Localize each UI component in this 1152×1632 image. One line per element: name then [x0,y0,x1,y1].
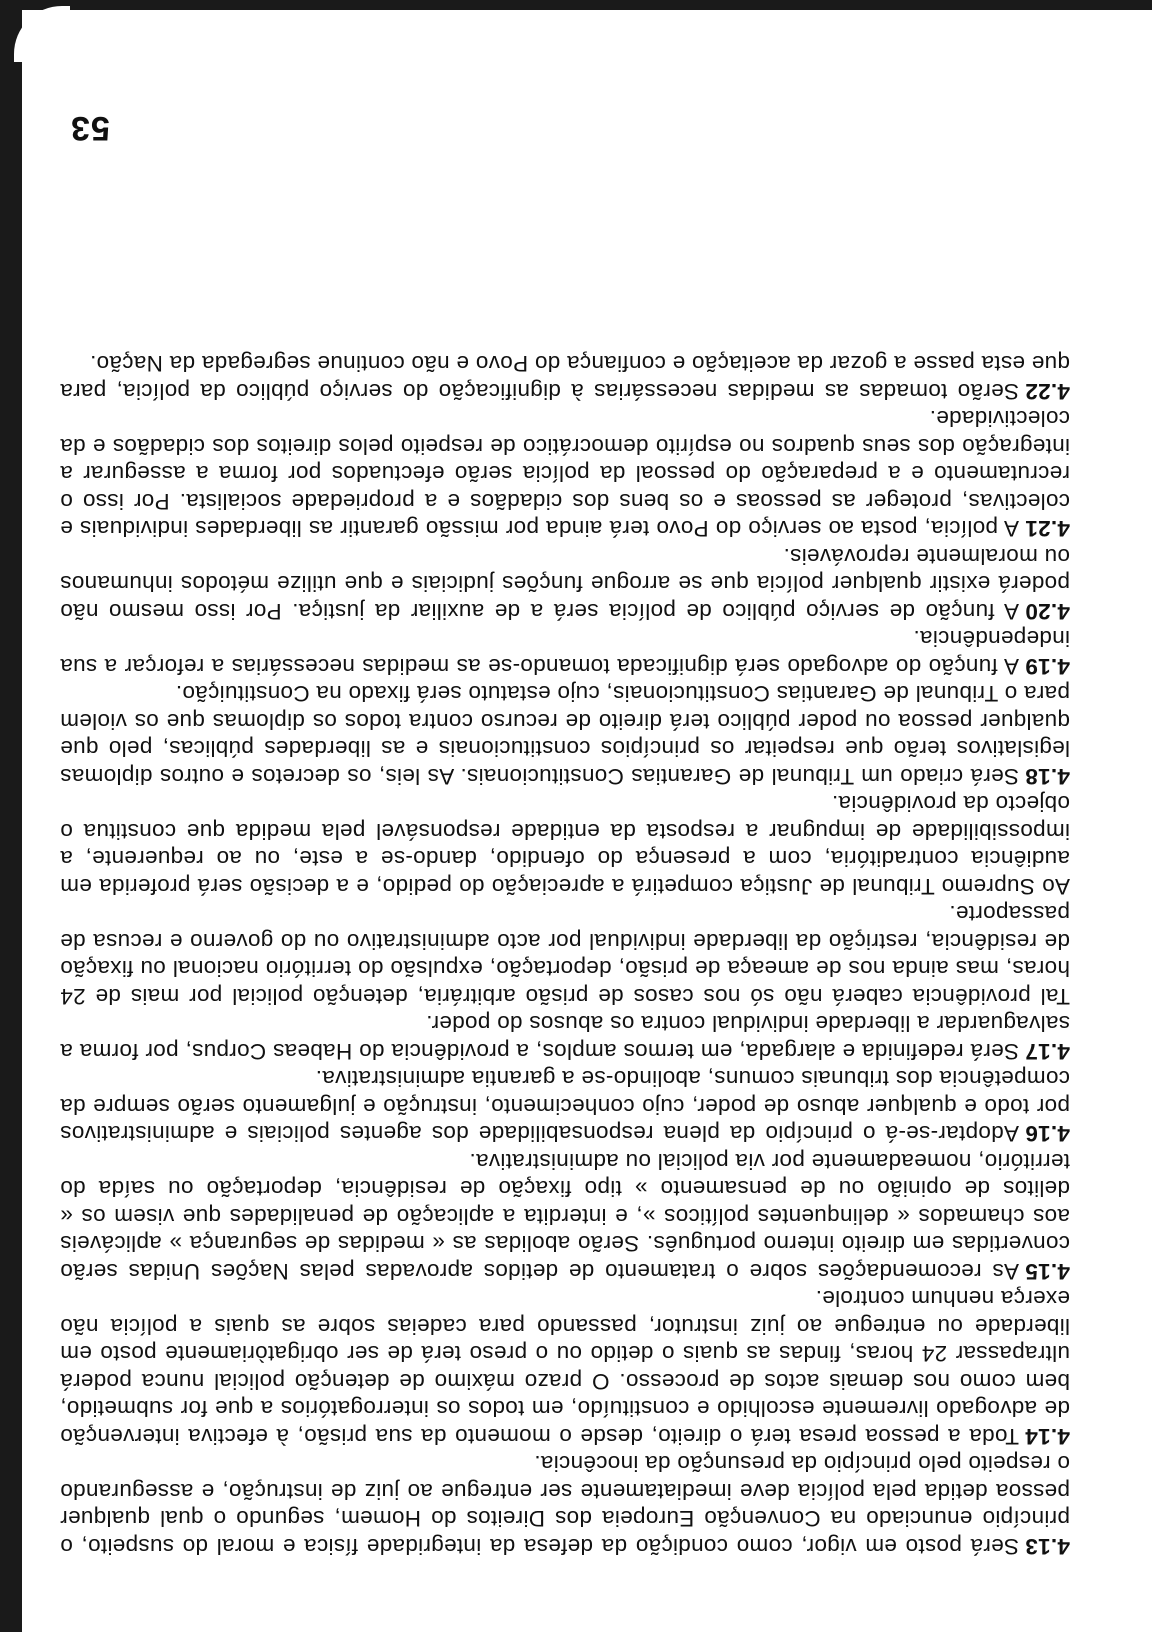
paragraph-text: Serão tomadas as medidas necessárias à dignificação do serviço público da polícia, para que esta passe a gozar da aceitação e confiança do Povo e não continue segregada da Nação. [60,351,1070,404]
paragraph-4-17-cont-2 [60,790,1070,900]
paragraph-text: A polícia, posta ao serviço do Povo terá ainda por missão garantir as liberdades individuais e colectivas, proteger as pessoas e os bens dos cidadãos e a propriedade socialista. Por isso o recrutamento e a preparação do pessoal da polícia serão efectuados por forma a assegurar a integração dos seus quadros no espírito democrático de respeito pelos direitos dos cidadãos e da colectividade. [60,406,1070,542]
paragraph-number: 4.14 [1025,1424,1070,1449]
paragraph-4-20 [60,543,1070,626]
paragraph-text: Adoptar-se-á o princípio da plena responsabilidade dos agentes policiais e administrativos por todo e qualquer abuso de poder, cujo conhecimento, instrução e julgamento serão sempre da competência dos tribunais comuns, abolindo-se a garantia administrativa. [60,1066,1070,1147]
paragraph-number: 4.22 [1025,379,1070,404]
paragraph-text: Ao Supremo Tribunal de Justiça competirá a apreciação do pedido, e a decisão será proferida em audiência contraditória, com a presença do ofendido, dando-se a este, ou ao requerente, a impossibilidade de impugnar a resposta da entidade responsável pela medida que constitua o objecto da providência. [60,791,1070,899]
paragraph-number: 4.19 [1025,654,1070,679]
paragraph-4-18 [60,680,1070,790]
paragraph-text: A função do advogado será dignificada tomando-se as medidas necessárias a reforçar a sua independência. [60,626,1070,679]
paragraph-text: Tal providência caberá não só nos casos de prisão arbitrária, detenção policial por mais de 24 horas, mas ainda nos de ameaça de prisão, deportação, expulsão do território nacional ou fixação de residência, restrição da liberdade individual por acto administrativo ou do governo e recusa de passaporte. [60,901,1070,1009]
paragraph-4-14 [60,1285,1070,1450]
paragraph-number: 4.20 [1025,599,1070,624]
paragraph-4-17-cont-1 [60,900,1070,1010]
rotated-text-page [60,100,1070,1600]
paragraph-4-13 [60,1450,1070,1560]
paragraph-list [60,350,1070,1560]
paragraph-text: Será redefinida e alargada, em termos amplos, a providência do Habeas Corpus, por forma a salvaguardar a liberdade individual contra os abusos do poder. [60,1011,1070,1064]
scan-left-edge [0,0,22,1632]
paragraph-text: Será criado um Tribunal de Garantias Constitucionais. As leis, os decretos e outros diplomas legislativos terão que respeitar os princípios constitucionais e as liberdades públicas, pelo que qualquer pessoa ou poder público terá direito de recurso contra todos os diplomas que os violem para o Tribunal de Garantias Constitucionais, cujo estatuto será fixado na Constituição. [60,681,1070,789]
page-corner [14,6,70,62]
paragraph-number: 4.17 [1025,1039,1070,1064]
paragraph-4-19 [60,625,1070,680]
paragraph-number: 4.18 [1025,764,1070,789]
paragraph-4-21 [60,405,1070,543]
paragraph-4-15 [60,1148,1070,1286]
paragraph-text: Toda a pessoa presa terá o direito, desde o momento da sua prisão, à efectiva intervenção de advogado livremente escolhido e constituído, em todos os interrogatórios a que for submetido, bem como nos demais actos de processo. O prazo máximo de detenção policial nunca poderá ultrapassar 24 horas, findas as quais o detido ou o preso terá de ser obrigatòriamente posto em liberdade ou entregue ao juiz instrutor, passando para cadeias sobre as quais a polícia não exerça nenhum controle. [60,1286,1070,1449]
paragraph-text: As recomendações sobre o tratamento de detidos aprovadas pelas Nações Unidas serão convertidas em direito interno português. Serão abolidas as « medidas de segurança » aplicáveis aos chamados « delinquentes políticos », e interdita a aplicação de penalidades que visem os « delitos de opinião ou de pensamento » tipo fixação de residência, deportação ou saída do território, nomeadamente por via policial ou administrativa. [60,1149,1070,1284]
paragraph-number: 4.16 [1025,1121,1070,1147]
paragraph-4-16 [60,1065,1070,1148]
paragraph-number: 4.15 [1025,1259,1070,1284]
paragraph-4-22 [60,350,1070,405]
page-number: 53 [70,109,110,147]
paragraph-number: 4.21 [1025,516,1070,542]
scan-top-edge [0,0,1152,10]
paragraph-number: 4.13 [1025,1534,1070,1559]
paragraph-4-17 [60,1010,1070,1065]
paragraph-text: A função de serviço público de polícia será a de auxiliar da justiça. Por isso mesmo não poderá existir qualquer polícia que se arrogue funções judiciais e que utilize métodos inhumanos ou moralmente reprováveis. [60,544,1070,624]
paragraph-text: Será posto em vigor, como condição da defesa da integridade física e moral do suspeito, o princípio enunciado na Convenção Europeia dos Direitos do Homem, segundo o qual qualquer pessoa detida pela polícia deve imediatamente ser entregue ao juiz de instrução, e assegurando o respeito pelo princípio da presunção da inocência. [60,1451,1070,1559]
